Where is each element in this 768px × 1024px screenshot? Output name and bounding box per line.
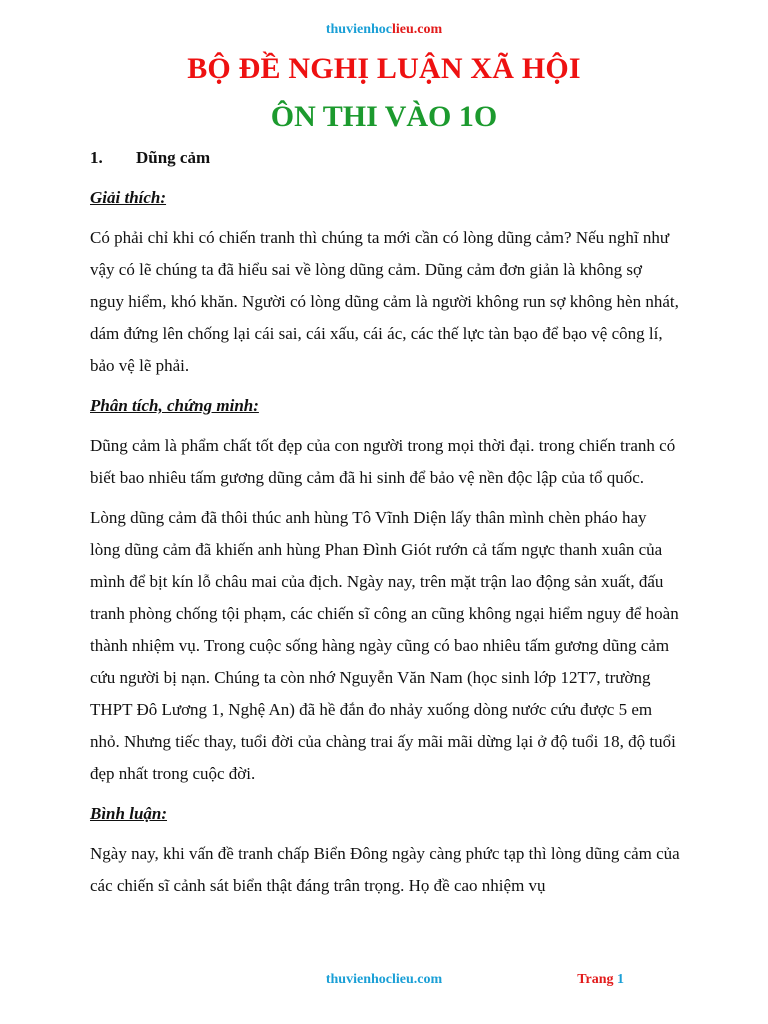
footer-page-number: 1 (617, 972, 624, 987)
paragraph-analyze-2: Lòng dũng cảm đã thôi thúc anh hùng Tô Vĩnh Diện lấy thân mình chèn pháo hay lòng dũng cảm đã khiến anh hùng Phan Đình Giót rướn cả tấm ngực thanh xuân của mình để bịt kín lỗ châu mai của địch. Ngày nay, trên mặt trận lao động sản xuất, đấu tranh phòng chống tội phạm, các chiến sĩ công an cũng không ngại hiểm nguy để hoàn thành nhiệm vụ. Trong cuộc sống hàng ngày cũng có bao nhiêu tấm gương dũng cảm cứu người bị nạn. Chúng ta còn nhớ Nguyễn Văn Nam (học sinh lớp 12T7, trường THPT Đô Lương 1, Nghệ An) đã hề đắn đo nhảy xuống dòng nước cứu được 5 em nhỏ. Nhưng tiếc thay, tuổi đời của chàng trai ấy mãi mãi dừng lại ở độ tuổi 18, độ tuổi đẹp nhất trong cuộc đời. (90, 508, 679, 783)
document-body (90, 142, 680, 910)
footer-site-link[interactable]: thuvienhoclieu.com (325, 972, 443, 987)
footer-page-label: Trang (577, 972, 614, 987)
header-site-name[interactable] (0, 22, 768, 38)
document-subtitle: ÔN THI VÀO 1O (270, 100, 498, 133)
page-footer (0, 972, 768, 996)
section-heading (90, 142, 680, 174)
section-title: Dũng cảm (136, 148, 211, 167)
header-site-part1: thuvienhoc (325, 22, 392, 37)
paragraph-analyze-1: Dũng cảm là phẩm chất tốt đẹp của con người trong mọi thời đại. trong chiến tranh có biết bao nhiêu tấm gương dũng cảm đã hi sinh để bảo vệ nền độc lập của tổ quốc. (90, 436, 676, 487)
label-analyze: Phân tích, chứng minh: (90, 396, 259, 415)
label-explain: Giải thích: (90, 188, 167, 207)
document-title: BỘ ĐỀ NGHỊ LUẬN XÃ HỘI (187, 52, 581, 85)
header-site-part2: lieu.com (391, 22, 443, 37)
section-number: 1. (90, 148, 103, 167)
paragraph-explain: Có phải chỉ khi có chiến tranh thì chúng ta mới cần có lòng dũng cảm? Nếu nghĩ như vậy có lẽ chúng ta đã hiểu sai về lòng dũng cảm. Dũng cảm đơn giản là không sợ nguy hiểm, khó khăn. Người có lòng dũng cảm là người không run sợ không hèn nhát, dám đứng lên chống lại cái sai, cái xấu, cái ác, các thế lực tàn bạo để bạo vệ công lí, bảo vệ lẽ phải. (90, 228, 679, 375)
footer-page-indicator (577, 972, 624, 988)
paragraph-comment: Ngày nay, khi vấn đề tranh chấp Biển Đông ngày càng phức tạp thì lòng dũng cảm của các chiến sĩ cảnh sát biển thật đáng trân trọng. Họ đề cao nhiệm vụ (90, 844, 680, 895)
label-comment: Bình luận: (90, 804, 168, 823)
